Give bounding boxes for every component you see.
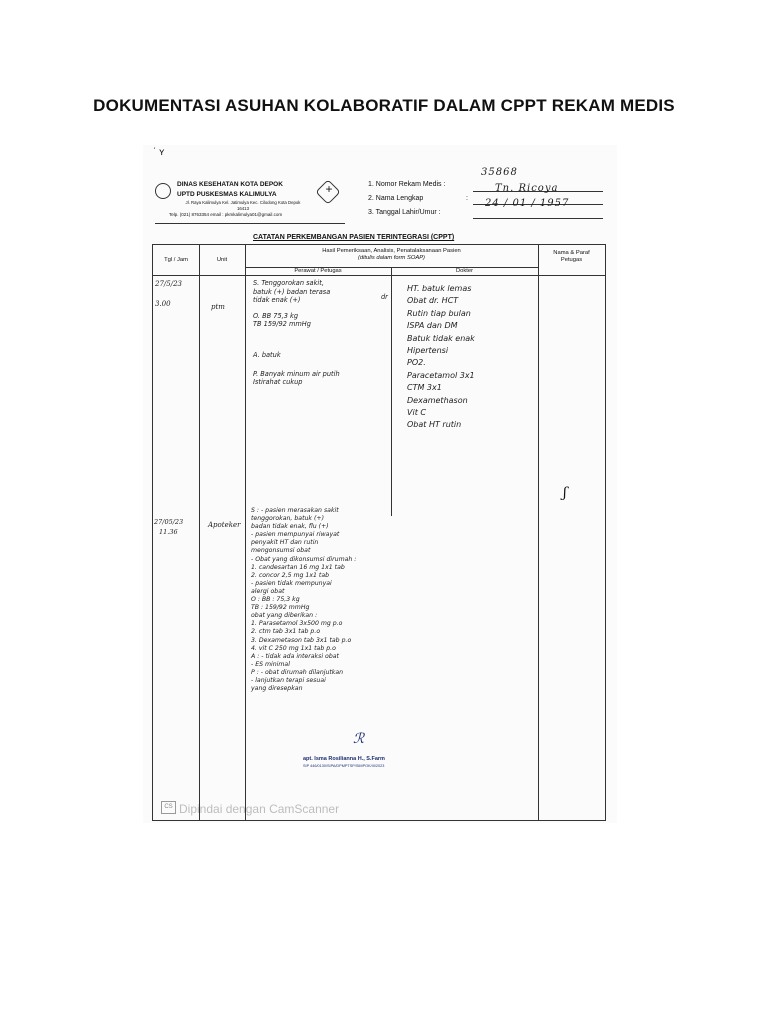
soap-line: TB : 159/92 mmHg	[251, 604, 310, 612]
soap-line: - pasien tidak mempunyai	[251, 579, 332, 587]
pharmacist-name: apt. Isma Rosilianna H., S.Farm	[303, 756, 385, 762]
doctor-line: Rutin tiap bulan	[407, 308, 471, 318]
soap-line: tidak enak (+)	[253, 296, 301, 305]
name-label: 2. Nama Lengkap	[368, 195, 424, 202]
dob-value: 24 / 01 / 1957	[485, 198, 570, 209]
soap-line: - lanjutkan terapi sesuai	[251, 676, 326, 684]
doctor-line: Obat dr. HCT	[407, 296, 459, 306]
col-result-header: Hasil Pemeriksaan, Analisis, Penatalaksanaan Pasien (ditulis dalam form SOAP)	[322, 248, 461, 261]
dob-line	[473, 218, 603, 219]
soap-line: alergi obat	[251, 587, 285, 595]
agency-address: Jl. Raya Kalimulya Kel. Jatimulya Kec. Cilodong Kota Depok 16413	[185, 200, 301, 211]
soap-line: obat yang diberikan :	[251, 612, 318, 620]
entry1-doctor-notes	[407, 283, 537, 432]
soap-line: - ES minimal	[251, 660, 290, 668]
soap-line: S : - pasien merasakan sakit	[251, 507, 339, 514]
soap-line: O : BB : 75,3 kg	[251, 596, 300, 604]
soap-line: badan tidak enak, flu (+)	[251, 523, 329, 531]
doctor-line: ISPA dan DM	[407, 321, 458, 331]
agency-name: DINAS KESEHATAN KOTA DEPOK UPTD PUSKESMAS KALIMULYA	[177, 181, 283, 198]
doctor-line: PO2.	[407, 358, 426, 368]
cppt-table	[152, 244, 606, 821]
col-sign-header: Nama & Paraf Petugas	[553, 250, 590, 263]
scanned-form	[143, 145, 617, 823]
soap-line: P : - obat dirumah dilanjutkan	[251, 668, 344, 676]
entry1-time: 3.00	[155, 300, 171, 308]
col-doctor-header: Dokter	[455, 268, 474, 274]
soap-line: mengonsumsi obat	[251, 547, 311, 555]
camscanner-icon: CS	[161, 801, 176, 814]
soap-line: P. Banyak minum air putih	[253, 369, 340, 378]
cppt-title: CATATAN PERKEMBANGAN PASIEN TERINTEGRASI (CPPT)	[253, 234, 455, 241]
doctor-line: Paracetamol 3x1	[407, 370, 475, 380]
soap-line: A. batuk	[253, 350, 281, 359]
mr-label: 1. Nomor Rekam Medis :	[368, 181, 446, 188]
soap-line: penyakit HT dan rutin	[251, 539, 319, 547]
doctor-line: Dexamethason	[407, 395, 468, 405]
scanner-watermark: Dipindai dengan CamScanner	[179, 802, 340, 816]
soap-line: A : - tidak ada interaksi obat	[251, 652, 339, 660]
entry2-time: 11.36	[159, 528, 178, 536]
entry1-date: 27/5/23	[155, 280, 182, 288]
mr-value: 35868	[481, 167, 518, 178]
dob-label: 3. Tanggal Lahir/Umur :	[368, 209, 441, 216]
name-value: Tn. Ricoya	[495, 183, 559, 194]
entry1-nurse-tag: dr	[381, 293, 388, 301]
soap-line: - pasien mempunyai riwayat	[251, 531, 340, 539]
soap-line: tenggorokan, batuk (+)	[251, 515, 324, 523]
page-title: DOKUMENTASI ASUHAN KOLABORATIF DALAM CPPT REKAM MEDIS	[93, 96, 675, 115]
soap-line: 3. Dexametason tab 3x1 tab p.o	[251, 636, 352, 644]
col-unit-header: Unit	[216, 257, 228, 263]
doctor-line: CTM 3x1	[407, 383, 442, 393]
depok-logo-icon	[155, 183, 171, 199]
soap-line: O. BB 75,3 kg	[253, 311, 299, 320]
soap-line: TB 159/92 mmHg	[253, 320, 311, 329]
name-colon: :	[466, 195, 468, 202]
agency-contact: Telp. (021) 8763354 email : pkmkalimulya01@gmail.com	[169, 212, 283, 217]
entry2-notes	[251, 507, 411, 693]
col-nurse-header: Perawat / Petugas	[294, 268, 342, 274]
entry2-unit: Apoteker	[208, 521, 241, 529]
soap-line: 1. Parasetamol 3x500 mg p.o	[251, 620, 343, 628]
soap-line: 1. candesartan 16 mg 1x1 tab	[251, 563, 345, 571]
header-divider	[155, 223, 345, 224]
entry2-date: 27/05/23	[154, 518, 184, 526]
doctor-line: HT. batuk lemas	[407, 284, 472, 293]
soap-line: batuk (+) badan terasa	[253, 287, 331, 296]
pharmacist-signature: ℛ	[353, 731, 365, 747]
doctor-line: Batuk tidak enak	[407, 333, 475, 343]
soap-line: 2. concor 2,5 mg 1x1 tab	[251, 571, 330, 579]
soap-line: S. Tenggorokan sakit,	[253, 279, 324, 287]
entry1-unit: ptm	[211, 303, 225, 311]
soap-line: Istirahat cukup	[253, 378, 303, 387]
doctor-line: Vit C	[407, 408, 426, 418]
soap-line: 2. ctm tab 3x1 tab p.o	[251, 628, 321, 636]
pharmacist-sip: SIP 446/0130/SIPA/DPMPTSP/SIMPOK/III/2023	[303, 764, 385, 768]
soap-line: yang diresepkan	[251, 685, 303, 693]
entry1-nurse-notes	[253, 279, 393, 387]
doctor-line: Hipertensi	[407, 346, 449, 356]
col-date-header: Tgl / Jam	[164, 257, 188, 263]
soap-line: - Obat yang dikonsumsi dirumah :	[251, 555, 357, 563]
puskesmas-logo-icon	[315, 179, 340, 204]
entry1-signature: ʃ	[563, 485, 567, 501]
soap-line: 4. vit C 250 mg 1x1 tab p.o	[251, 644, 336, 652]
scan-mark: ˈ ʏ	[153, 147, 165, 158]
doctor-line: Obat HT rutin	[407, 420, 462, 430]
